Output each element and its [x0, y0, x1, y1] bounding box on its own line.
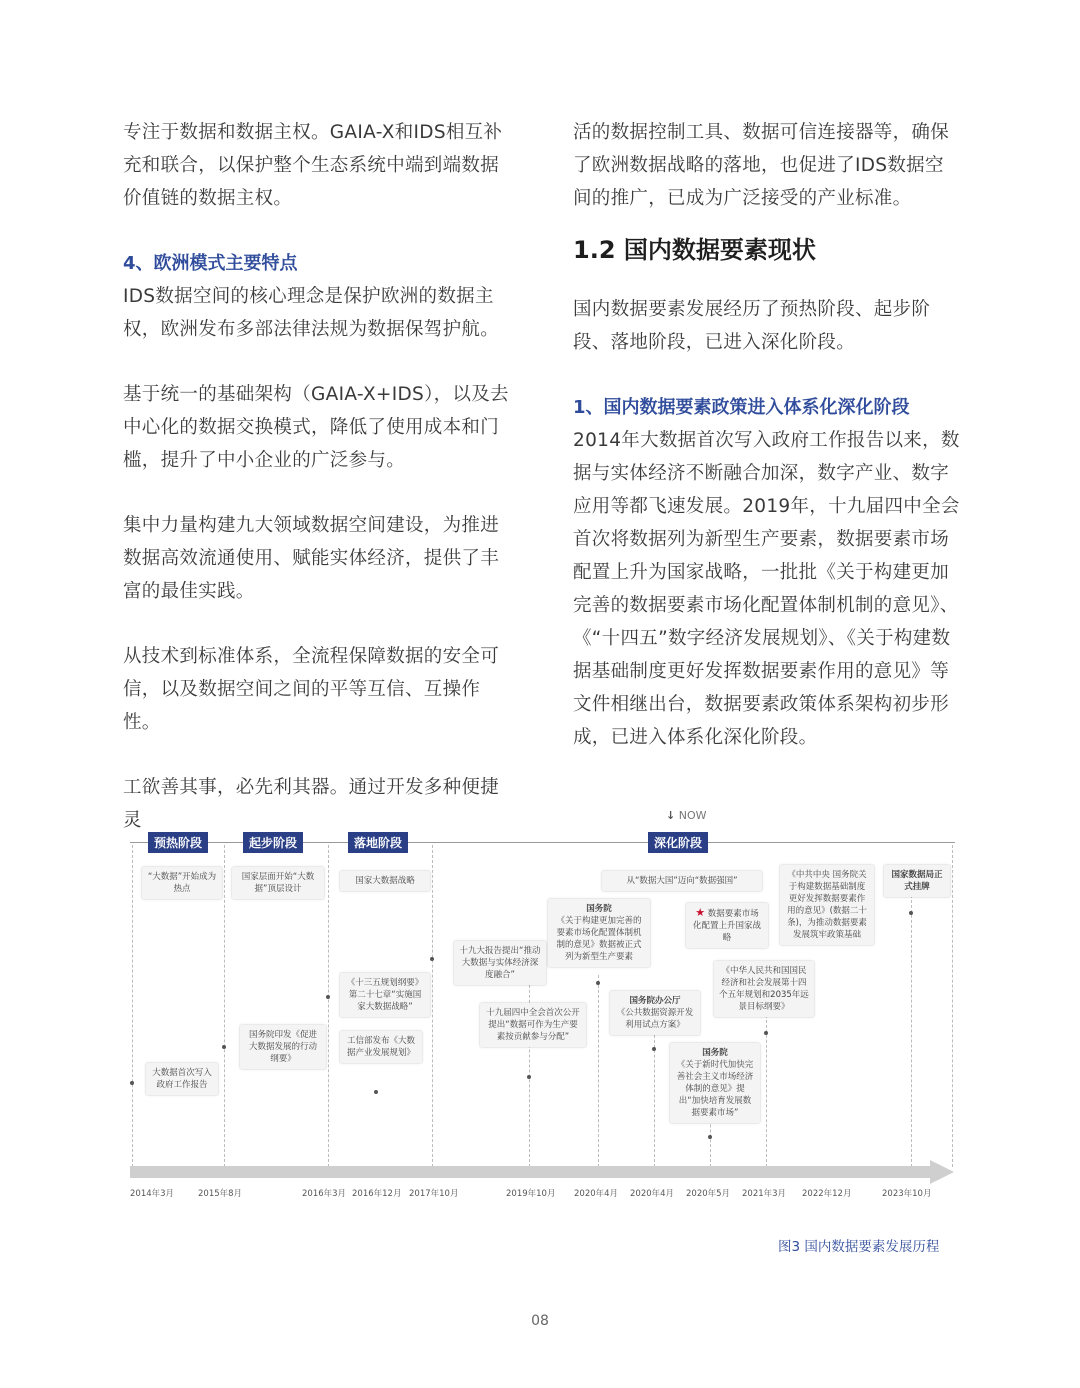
event-card: 工信部发布《大数据产业发展规划》 [340, 1031, 422, 1063]
timeline-dot [527, 1075, 531, 1079]
event-org: 国务院办公厅 [629, 996, 681, 1006]
section-heading: 1、国内数据要素政策进入体系化深化阶段 [573, 397, 910, 418]
event-text: 《公共数据资源开发利用试点方案》 [616, 1008, 694, 1030]
timeline-divider [432, 845, 433, 1167]
timeline-date: 2023年10月 [882, 1189, 932, 1199]
event-card: 《十三五规划纲要》第二十七章“实施国家大数据战略” [340, 973, 430, 1017]
timeline-dot [764, 1031, 768, 1035]
timeline-dot [326, 995, 330, 999]
timeline-dot [652, 1047, 656, 1051]
paragraph: 专注于数据和数据主权。GAIA-X和IDS相互补充和联合，以保护整个生态系统中端到端数据价值链的数据主权。 [123, 122, 503, 209]
timeline-divider [952, 845, 953, 1167]
event-card [548, 899, 650, 967]
paragraph: 从技术到标准体系，全流程保障数据的安全可信，以及数据空间之间的平等互信、互操作性。 [123, 646, 500, 733]
timeline-date: 2019年10月 [506, 1189, 556, 1199]
page-number: 08 [531, 1313, 549, 1329]
paragraph: 工欲善其事，必先利其器。通过开发多种便捷灵 [123, 777, 500, 831]
timeline-dot [596, 981, 600, 985]
event-text: 《关于新时代加快完善社会主义市场经济体制的意见》提出“加快培育发展数据要素市场” [676, 1060, 754, 1118]
stage-badge-deepen: 深化阶段 [648, 832, 708, 853]
timeline-divider [911, 895, 912, 1167]
event-card: 大数据首次写入政府工作报告 [146, 1063, 218, 1095]
event-card [610, 991, 700, 1035]
timeline-divider [598, 975, 599, 1167]
stage-note: 国家层面开始“大数据”顶层设计 [232, 867, 324, 899]
down-arrow-icon: ↓ [666, 809, 676, 822]
timeline-divider [328, 845, 329, 1167]
timeline-dot [374, 1090, 378, 1094]
timeline-date: 2020年5月 [686, 1189, 731, 1199]
timeline-date: 2016年12月 [352, 1189, 402, 1199]
event-card: 《中华人民共和国国民经济和社会发展第十四个五年规划和2035年远景目标纲要》 [714, 961, 814, 1017]
timeline-date: 2015年8月 [198, 1189, 243, 1199]
stage-note: 从“数据大国”迈向“数据强国” [602, 871, 762, 891]
timeline-divider [529, 955, 530, 1167]
event-card: 《中共中央 国务院关于构建数据基础制度更好发挥数据要素作用的意见》(数据二十条)，为推动数据要素发展筑牢政策基础 [780, 865, 874, 945]
timeline-dot [708, 1135, 712, 1139]
red-star-icon: ★ [695, 906, 706, 919]
timeline-date: 2016年3月 [302, 1189, 347, 1199]
event-card [670, 1043, 760, 1123]
timeline-date: 2020年4月 [630, 1189, 675, 1199]
stage-badge-start: 起步阶段 [243, 832, 303, 853]
paragraph: IDS数据空间的核心理念是保护欧洲的数据主权，欧洲发布多部法律法规为数据保驾护航。 [123, 286, 500, 340]
event-card: 国家数据局正式挂牌 [884, 865, 950, 897]
timeline-divider [224, 845, 225, 1167]
timeline-dot [130, 1081, 134, 1085]
timeline-dot [909, 911, 913, 915]
timeline-date: 2022年12月 [802, 1189, 852, 1199]
stage-note: “大数据”开始成为热点 [142, 867, 222, 899]
left-column [123, 116, 511, 837]
event-card [686, 903, 768, 948]
timeline-divider [132, 845, 133, 1167]
section-heading: 4、欧洲模式主要特点 [123, 253, 298, 274]
figure-caption: 图3 国内数据要素发展历程 [778, 1239, 940, 1255]
paragraph: 集中力量构建九大领域数据空间建设，为推进数据高效流通使用、赋能实体经济，提供了丰富的最佳实践。 [123, 515, 500, 602]
timeline-dot [430, 957, 434, 961]
event-card: 十九届四中全会首次公开提出“数据可作为生产要素按贡献参与分配” [480, 1003, 586, 1047]
stage-badge-landing: 落地阶段 [348, 832, 408, 853]
timeline-date: 2017年10月 [409, 1189, 459, 1199]
timeline-dot [222, 1045, 226, 1049]
paragraph: 2014年大数据首次写入政府工作报告以来，数据与实体经济不断融合加深，数字产业、数字应用等都飞速发展。2019年，十九届四中全会首次将数据列为新型生产要素，数据要素市场配置上升为国家战略，一批批《关于构建更加完善的数据要素市场化配置体制机制的意见》、《“十四五”数字经济发展规划》、《关于构建数据基础制度更好发挥数据要素作用的意见》等文件相继出台，数据要素政策体系架构初步形成，已进入体系化深化阶段。 [573, 430, 960, 748]
event-org: 国务院 [586, 904, 612, 914]
timeline-divider [766, 995, 767, 1167]
event-org: 国务院 [702, 1048, 728, 1058]
now-marker [666, 809, 706, 822]
paragraph: 基于统一的基础架构（GAIA-X+IDS），以及去中心化的数据交换模式，降低了使用成本和门槛，提升了中小企业的广泛参与。 [123, 384, 509, 471]
timeline-arrow [130, 1160, 955, 1184]
event-text: 《关于构建更加完善的要素市场化配置体制机制的意见》数据被正式列为新型生产要素 [556, 916, 642, 962]
now-label: NOW [678, 809, 707, 822]
timeline-date: 2020年4月 [574, 1189, 619, 1199]
timeline-date: 2014年3月 [130, 1189, 175, 1199]
event-card: 十九大报告提出“推动大数据与实体经济深度融合” [454, 941, 546, 985]
timeline-date: 2021年3月 [742, 1189, 787, 1199]
event-card: 国务院印发《促进大数据发展的行动纲要》 [240, 1025, 326, 1069]
right-column [573, 116, 961, 754]
event-text: 数据要素市场化配置上升国家战略 [692, 909, 761, 943]
section-title: 1.2 国内数据要素现状 [573, 236, 816, 264]
paragraph: 国内数据要素发展经历了预热阶段、起步阶段、落地阶段，已进入深化阶段。 [573, 299, 931, 353]
paragraph: 活的数据控制工具、数据可信连接器等，确保了欧洲数据战略的落地，也促进了IDS数据空间的推广，已成为广泛接受的产业标准。 [573, 122, 950, 209]
stage-note: 国家大数据战略 [340, 871, 430, 891]
timeline-divider [654, 1015, 655, 1167]
stage-badge-warmup: 预热阶段 [148, 832, 208, 853]
timeline-figure [120, 805, 965, 1210]
